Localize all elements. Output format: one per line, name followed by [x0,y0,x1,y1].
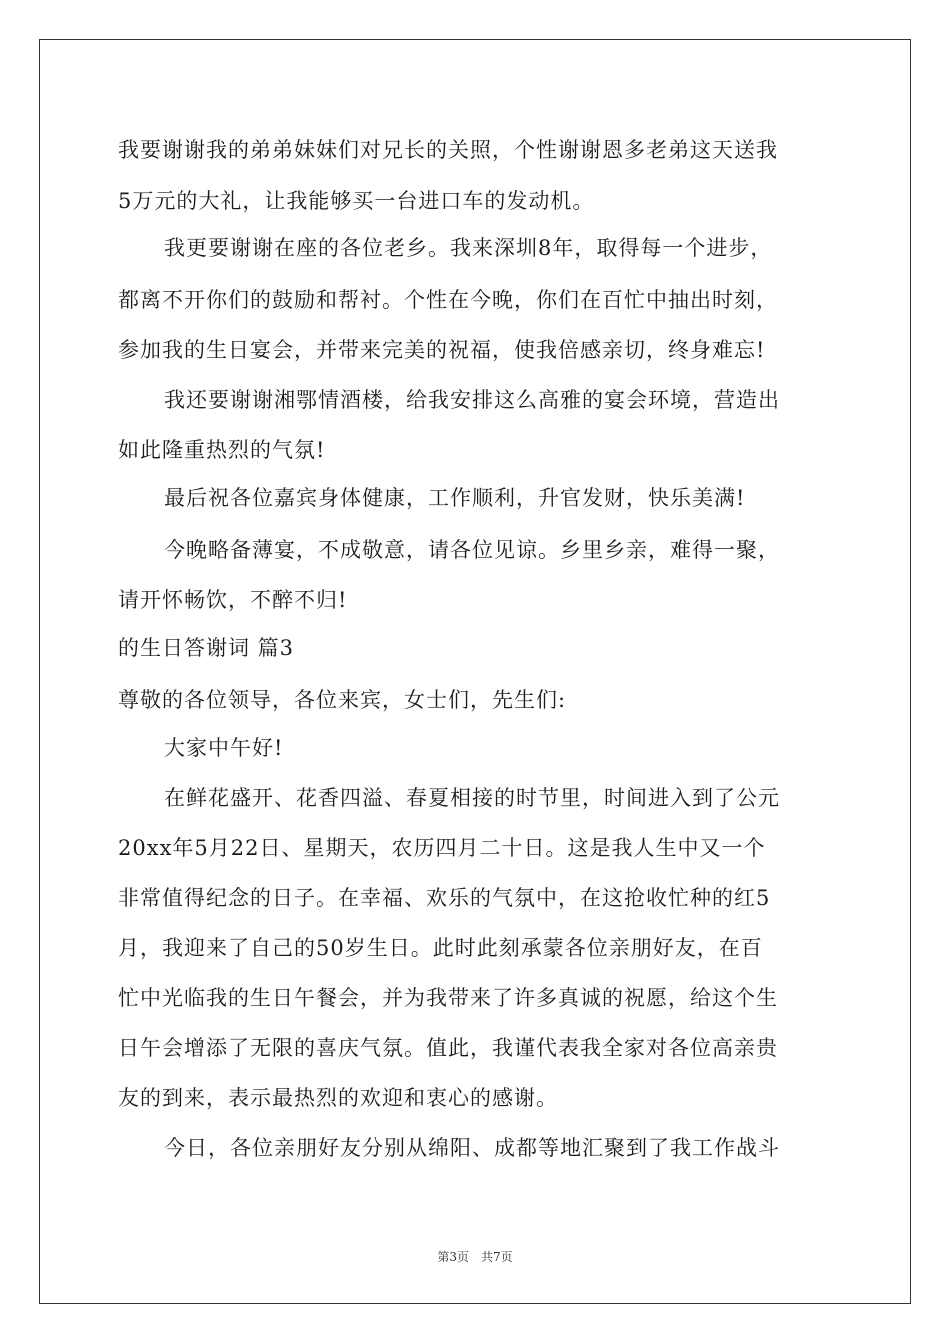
paragraph-start: 我更要谢谢在座的各位老乡。我来深圳8年，取得每一个进步， [164,236,773,260]
page-frame [39,39,911,1304]
salutation: 尊敬的各位领导，各位来宾，女士们，先生们: [118,688,567,712]
text-line: 非常值得纪念的日子。在幸福、欢乐的气氛中，在这抢收忙种的红5 [118,886,771,910]
paragraph-start: 最后祝各位嘉宾身体健康，工作顺利，升官发财，快乐美满! [164,486,746,510]
paragraph-start: 今晚略备薄宴，不成敬意，请各位见谅。乡里乡亲，难得一聚， [164,538,780,562]
paragraph-start: 在鲜花盛开、花香四溢、春夏相接的时节里，时间进入到了公元 [164,786,780,810]
text-line: 20xx年5月22日、星期天，农历四月二十日。这是我人生中又一个 [118,836,766,860]
text-line: 都离不开你们的鼓励和帮衬。个性在今晚，你们在百忙中抽出时刻， [118,288,778,312]
paragraph-start: 我还要谢谢湘鄂情酒楼，给我安排这么高雅的宴会环境，营造出 [164,388,780,412]
text-line: 友的到来，表示最热烈的欢迎和衷心的感谢。 [118,1086,558,1110]
section-heading: 的生日答谢词 篇3 [118,636,295,660]
text-line: 参加我的生日宴会，并带来完美的祝福，使我倍感亲切，终身难忘! [118,338,766,362]
page-footer [0,1248,950,1265]
paragraph-start: 今日，各位亲朋好友分别从绵阳、成都等地汇聚到了我工作战斗 [164,1136,780,1160]
page-total: 共7页 [481,1250,513,1264]
text-line: 月，我迎来了自己的50岁生日。此时此刻承蒙各位亲朋好友，在百 [118,936,763,960]
text-line: 请开怀畅饮，不醉不归! [118,588,348,612]
text-line: 我要谢谢我的弟弟妹妹们对兄长的关照，个性谢谢恩多老弟这天送我 [118,138,778,162]
page-number: 第3页 [437,1250,469,1264]
greeting: 大家中午好! [164,736,284,760]
text-line: 日午会增添了无限的喜庆气氛。值此，我谨代表我全家对各位高亲贵 [118,1036,778,1060]
text-line: 5万元的大礼，让我能够买一台进口车的发动机。 [118,189,595,213]
text-line: 忙中光临我的生日午餐会，并为我带来了许多真诚的祝愿，给这个生 [118,986,778,1010]
text-line: 如此隆重热烈的气氛! [118,438,326,462]
